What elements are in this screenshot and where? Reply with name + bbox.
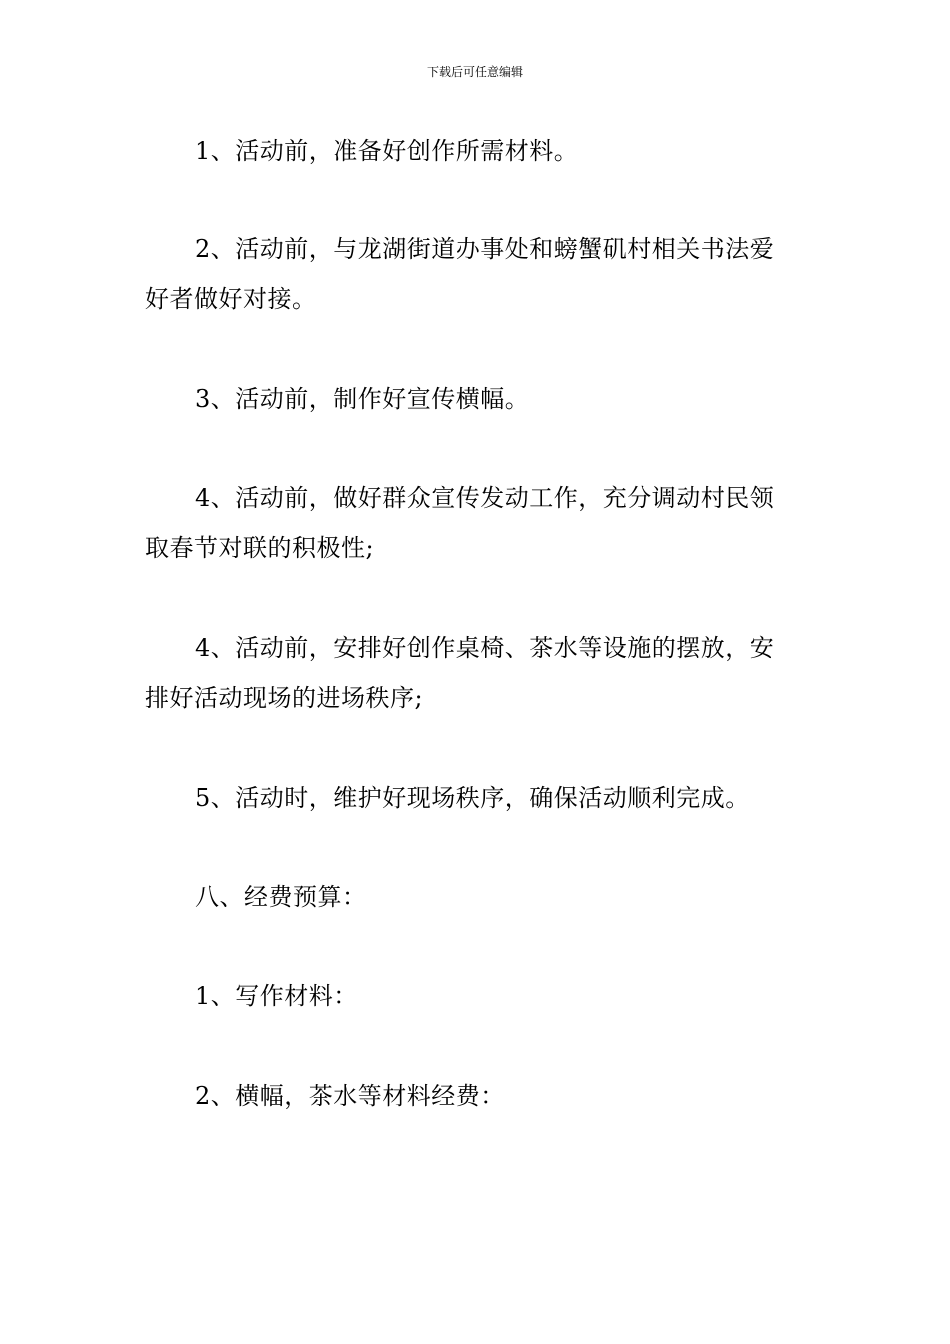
paragraph-line: 3、活动前，制作好宣传横幅。 [195, 385, 530, 413]
paragraph-mobilize-villagers [145, 473, 810, 573]
paragraph-line: 好者做好对接。 [145, 285, 317, 313]
paragraph-line: 八、经费预算： [195, 883, 367, 911]
paragraph-contact-calligraphers [145, 224, 810, 324]
paragraph-line: 1、活动前，准备好创作所需材料。 [195, 137, 579, 165]
paragraph-prep-materials [145, 126, 810, 176]
paragraph-line: 4、活动前，安排好创作桌椅、茶水等设施的摆放，安 [195, 634, 775, 662]
paragraph-line: 取春节对联的积极性; [145, 534, 375, 562]
page-header: 下载后可任意编辑 [426, 65, 523, 79]
paragraph-line: 4、活动前，做好群众宣传发动工作，充分调动村民领 [195, 484, 775, 512]
paragraph-maintain-order [145, 773, 810, 823]
paragraph-arrange-facilities [145, 623, 810, 723]
paragraph-line: 排好活动现场的进场秩序; [145, 684, 424, 712]
paragraph-line: 2、横幅，茶水等材料经费： [195, 1082, 505, 1110]
paragraph-line: 5、活动时，维护好现场秩序，确保活动顺利完成。 [195, 784, 750, 812]
paragraph-line: 2、活动前，与龙湖街道办事处和螃蟹矶村相关书法爱 [195, 235, 775, 263]
budget-item-writing-materials [145, 971, 810, 1021]
paragraph-banner [145, 374, 810, 424]
paragraph-line: 1、写作材料： [195, 982, 358, 1010]
budget-item-banner-tea [145, 1071, 810, 1121]
section-heading-budget [145, 872, 810, 922]
